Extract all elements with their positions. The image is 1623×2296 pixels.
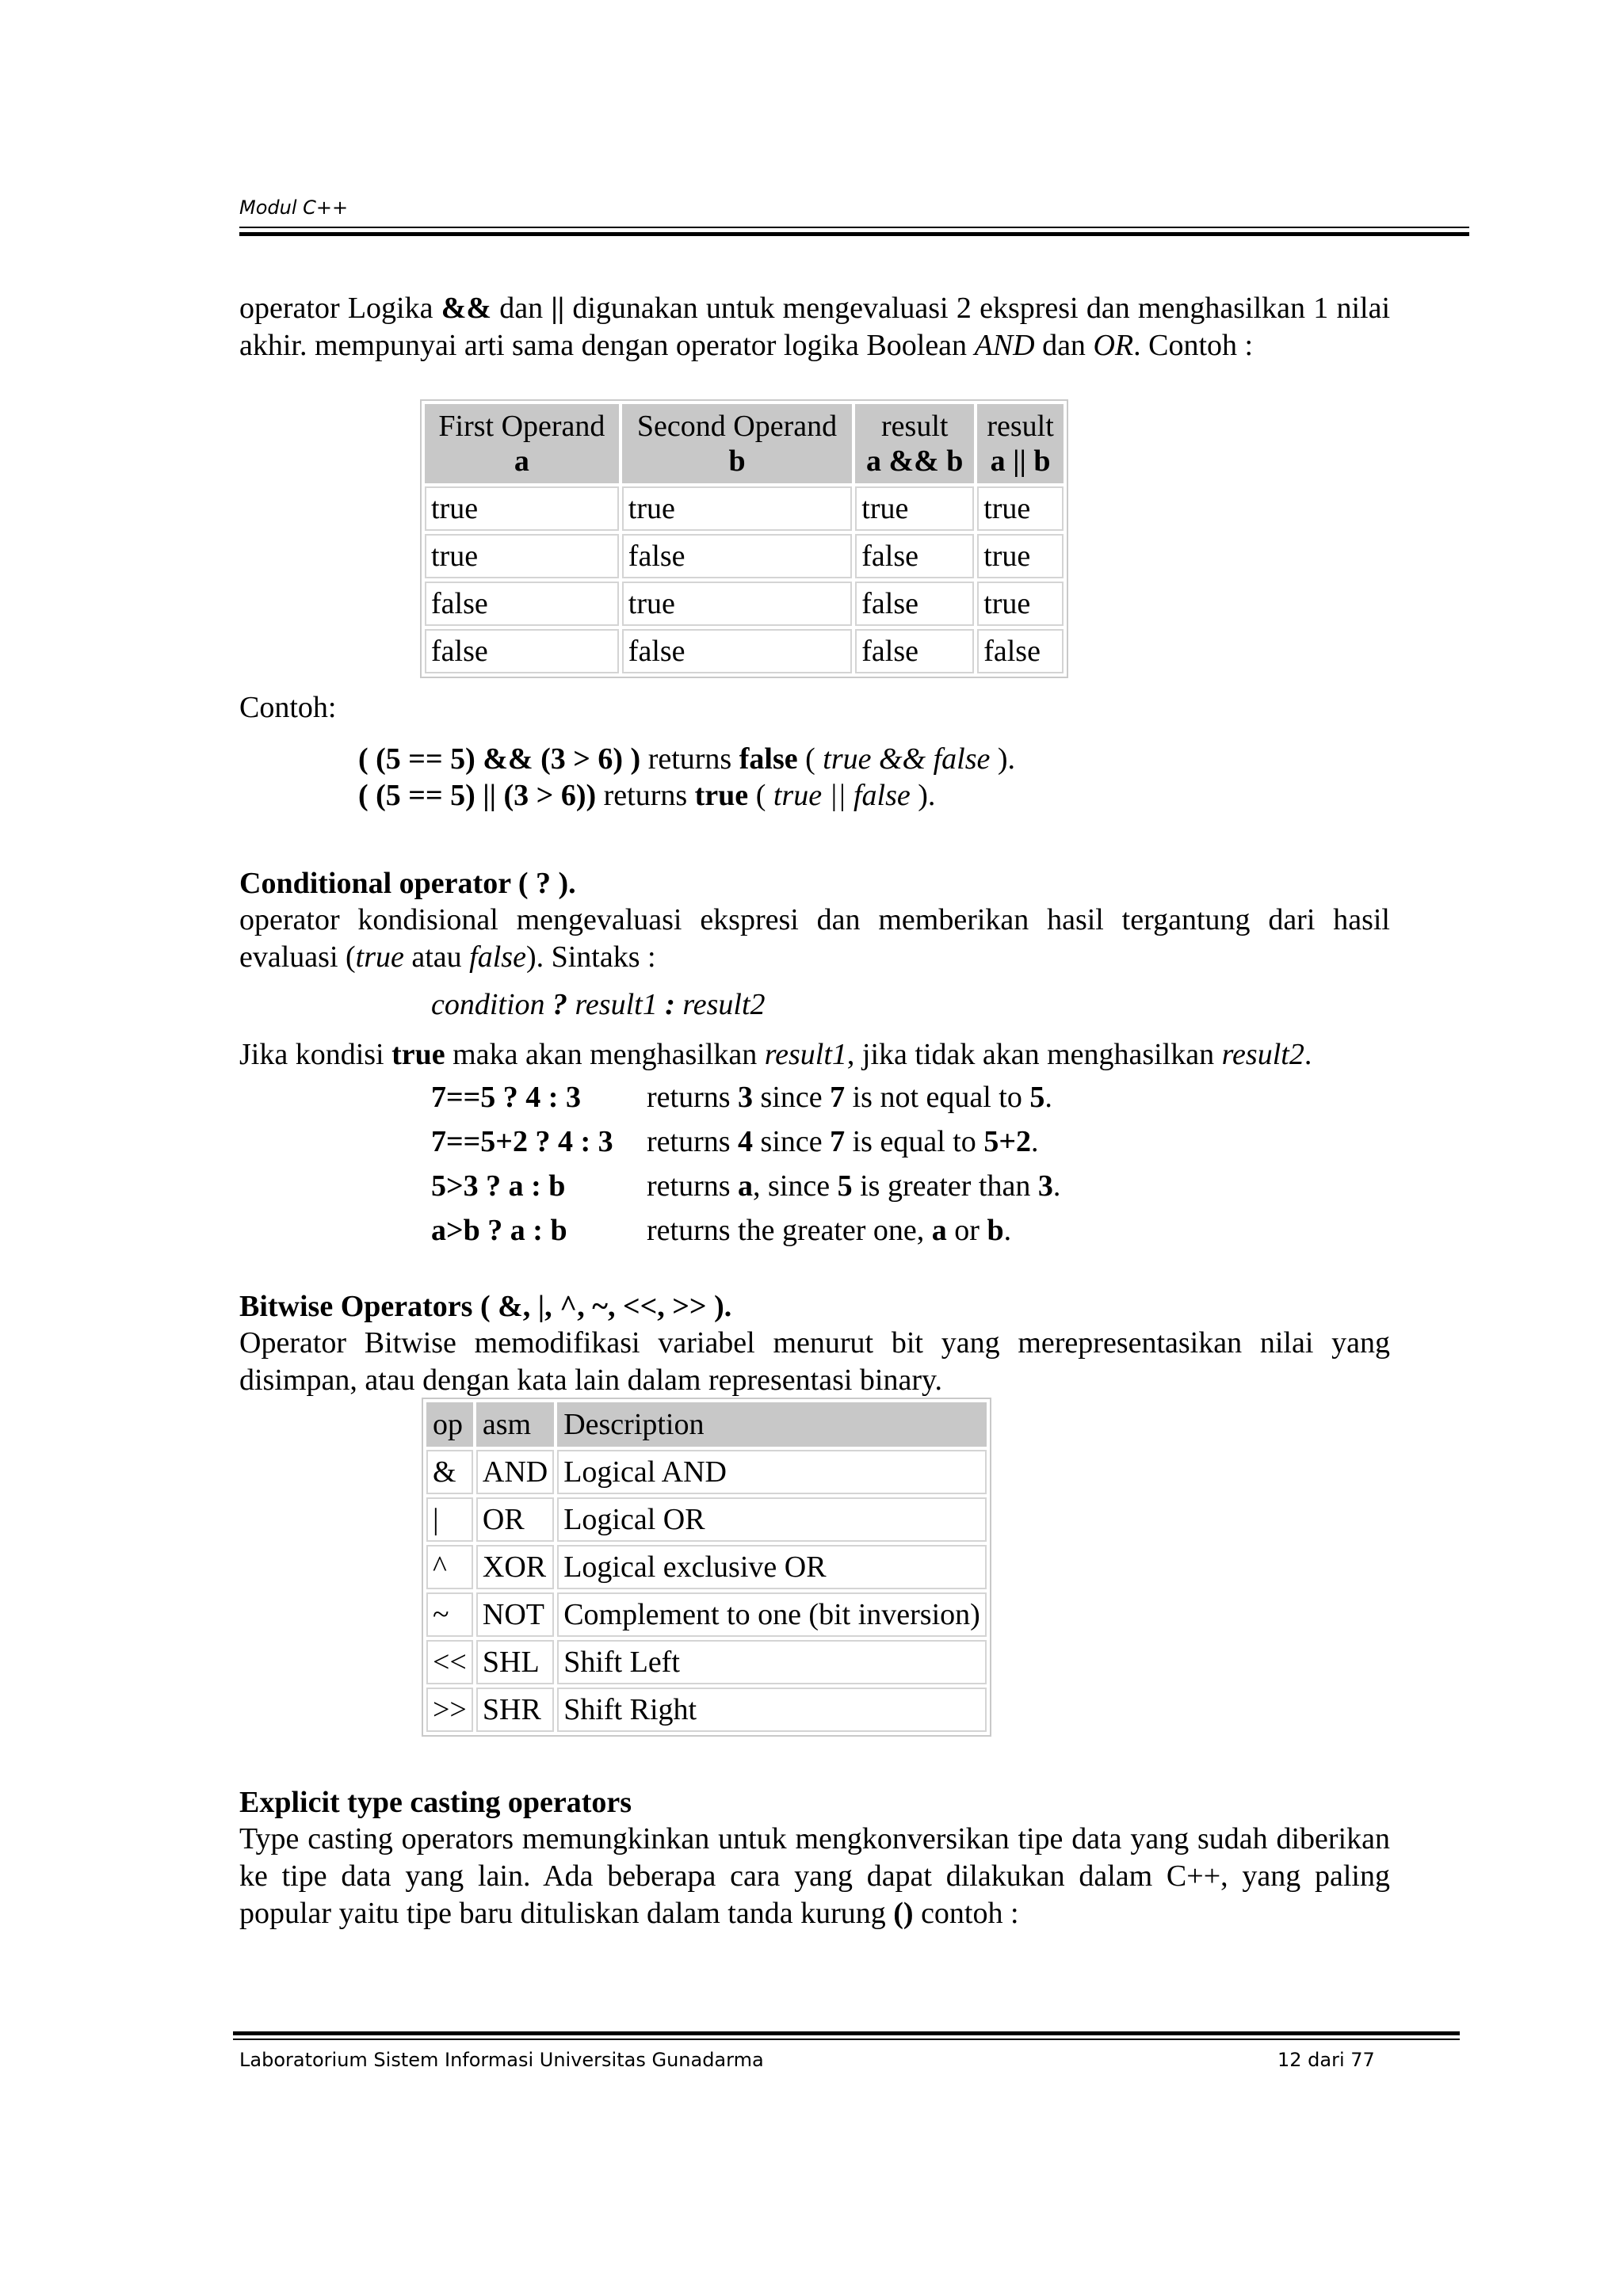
table-row [425, 629, 1064, 673]
text-run: contoh : [913, 1897, 1019, 1930]
text-run: atau [403, 940, 470, 974]
and-word: AND [974, 329, 1035, 362]
text-run: . Contoh : [1133, 329, 1254, 362]
example-description [647, 1079, 1052, 1116]
false-word: false [469, 940, 526, 974]
table-row [425, 582, 1064, 626]
cell: ^ [426, 1545, 473, 1589]
cell: SHL [476, 1640, 554, 1684]
table-header-row [426, 1402, 987, 1447]
true-word: true [391, 1038, 445, 1071]
header-rule-thin [239, 227, 1469, 228]
example-label: Contoh: [239, 691, 337, 724]
header-line: First Operand [438, 410, 605, 443]
text-run: returns the greater one, [647, 1214, 932, 1247]
op-or: || [551, 292, 565, 325]
cell: & [426, 1450, 473, 1494]
cell: true [855, 486, 974, 531]
logical-truth-table [420, 399, 1068, 678]
cell: ~ [426, 1592, 473, 1637]
cell: true [977, 534, 1064, 578]
syntax-result2: result2 [682, 988, 766, 1021]
cell: true [622, 486, 852, 531]
running-header: Modul C++ [239, 196, 349, 219]
text-run: returns [647, 1081, 739, 1114]
bold-value: 5 [1029, 1081, 1045, 1114]
cell: false [855, 534, 974, 578]
col-asm: asm [476, 1402, 554, 1447]
col-second-operand [622, 404, 852, 483]
table-row [426, 1450, 987, 1494]
text-run: is greater than [852, 1169, 1038, 1203]
logical-intro-paragraph [239, 290, 1390, 364]
cell: SHR [476, 1688, 554, 1732]
cell: false [425, 582, 619, 626]
conditional-paragraph [239, 902, 1390, 976]
text-run: is equal to [845, 1125, 984, 1158]
table-row [426, 1640, 987, 1684]
header-var: b [728, 444, 746, 478]
cell: false [425, 629, 619, 673]
col-first-operand [425, 404, 619, 483]
header-line: result [987, 410, 1054, 443]
text-run: . [1030, 1125, 1039, 1158]
example-expression: a>b ? a : b [431, 1214, 567, 1247]
table-row [425, 486, 1064, 531]
syntax-result1: result1 [575, 988, 658, 1021]
cell: NOT [476, 1592, 554, 1637]
cell: Logical AND [557, 1450, 987, 1494]
cell: false [855, 629, 974, 673]
cell: false [855, 582, 974, 626]
page-number: 12 dari 77 [1277, 2049, 1375, 2071]
conditional-heading: Conditional operator ( ? ). [239, 867, 576, 900]
footer-lab-name: Laboratorium Sistem Informasi Universitas Gunadarma [239, 2049, 764, 2071]
conditional-jika-line [239, 1036, 1312, 1074]
logical-example-2 [358, 777, 935, 814]
text-run: ). [990, 742, 1016, 776]
cell: Logical exclusive OR [557, 1545, 987, 1589]
result: true [694, 779, 749, 812]
cell: true [977, 582, 1064, 626]
bold-value: 3 [1037, 1169, 1053, 1203]
conditional-syntax [431, 986, 766, 1024]
parentheses: () [893, 1897, 914, 1930]
cell: << [426, 1640, 473, 1684]
text-run: dan [491, 292, 552, 325]
bold-value: 7 [830, 1125, 846, 1158]
result: false [739, 742, 798, 776]
col-result-or [977, 404, 1064, 483]
table-row [426, 1592, 987, 1637]
true-word: true [355, 940, 404, 974]
cell: | [426, 1497, 473, 1542]
table-row [426, 1688, 987, 1732]
footer-rule-thin [233, 2039, 1460, 2040]
casting-paragraph [239, 1821, 1390, 1932]
header-var: a || b [990, 444, 1051, 478]
bitwise-paragraph: Operator Bitwise memodifikasi variabel menurut bit yang merepresentasikan nilai yang disimpan, atau dengan kata lain dalam representasi binary. [239, 1326, 1390, 1397]
cell: true [425, 486, 619, 531]
text-run: operator Logika [239, 292, 441, 325]
explanation: true && false [823, 742, 991, 776]
col-description: Description [557, 1402, 987, 1447]
footer-rule-thick [233, 2031, 1460, 2035]
table-row [426, 1497, 987, 1542]
casting-heading: Explicit type casting operators [239, 1786, 632, 1819]
text-run: digunakan untuk mengevaluasi 2 ekspresi dan menghasilkan 1 nilai akhir. mempunyai arti sama dengan operator logika Boolean [239, 292, 1391, 362]
result2-word: result2 [1221, 1038, 1304, 1071]
syntax-question: ? [544, 988, 575, 1021]
text-run: . [1003, 1214, 1012, 1247]
table-row [426, 1545, 987, 1589]
expr: ( (5 == 5) || (3 > 6)) [358, 779, 597, 812]
example-expression: 5>3 ? a : b [431, 1169, 566, 1203]
cell: AND [476, 1450, 554, 1494]
example-description [647, 1123, 1038, 1161]
bold-value: 5 [837, 1169, 853, 1203]
conditional-examples [431, 1079, 1224, 1269]
text-run: returns [640, 742, 739, 776]
table-header-row [425, 404, 1064, 483]
cell: Shift Right [557, 1688, 987, 1732]
text-run: ( [748, 779, 773, 812]
text-run: . [1052, 1169, 1061, 1203]
bold-value: a [738, 1169, 754, 1203]
example-expression: 7==5+2 ? 4 : 3 [431, 1125, 613, 1158]
header-var: a && b [866, 444, 964, 478]
syntax-condition: condition [431, 988, 545, 1021]
cell: true [425, 534, 619, 578]
text-run: since [753, 1081, 831, 1114]
cell: false [977, 629, 1064, 673]
cell: true [977, 486, 1064, 531]
bitwise-heading: Bitwise Operators ( &, |, ^, ~, <<, >> ). [239, 1290, 732, 1323]
cell: false [622, 629, 852, 673]
text-run: dan [1034, 329, 1094, 362]
text-run: Jika kondisi [239, 1038, 392, 1071]
text-run: , since [753, 1169, 838, 1203]
col-result-and [855, 404, 974, 483]
text-run: returns [647, 1125, 739, 1158]
header-rule-thick [239, 232, 1469, 236]
text-run: since [753, 1125, 831, 1158]
result1-word: result1 [764, 1038, 847, 1071]
header-line: Second Operand [636, 410, 838, 443]
text-run: ( [797, 742, 823, 776]
text-run: operator kondisional mengevaluasi ekspresi dan memberikan hasil tergantung dari hasil evaluasi ( [239, 903, 1390, 974]
text-run: Type casting operators memungkinkan untuk mengkonversikan tipe data yang sudah diberikan ke tipe data yang lain. Ada beberapa cara yang dapat dilakukan dalam C++, yang paling popular yaitu tipe baru dituliskan dalam tanda kurung [239, 1822, 1390, 1930]
text-run: ). Sintaks : [525, 940, 656, 974]
bitwise-table [422, 1398, 991, 1737]
explanation: true || false [773, 779, 911, 812]
text-run: is not equal to [845, 1081, 1030, 1114]
cell: Logical OR [557, 1497, 987, 1542]
cell: Shift Left [557, 1640, 987, 1684]
text-run: maka akan menghasilkan [445, 1038, 765, 1071]
expr: ( (5 == 5) && (3 > 6) ) [358, 742, 641, 776]
logical-example-1 [358, 741, 1015, 778]
cell: OR [476, 1497, 554, 1542]
text-run: ). [910, 779, 936, 812]
op-and: && [441, 292, 492, 325]
bold-value: 3 [738, 1081, 754, 1114]
example-expression: 7==5 ? 4 : 3 [431, 1081, 581, 1114]
cell: XOR [476, 1545, 554, 1589]
example-description [647, 1168, 1060, 1205]
header-line: result [881, 410, 949, 443]
bold-value: 4 [738, 1125, 754, 1158]
col-op: op [426, 1402, 473, 1447]
bold-value: a [931, 1214, 947, 1247]
bold-value: 7 [830, 1081, 846, 1114]
syntax-colon: : [657, 988, 683, 1021]
cell: Complement to one (bit inversion) [557, 1592, 987, 1637]
text-run: returns [647, 1169, 739, 1203]
cell: true [622, 582, 852, 626]
text-run: , jika tidak akan menghasilkan [846, 1038, 1222, 1071]
text-run: or [946, 1214, 987, 1247]
example-description [647, 1212, 1011, 1249]
text-run: . [1304, 1038, 1312, 1071]
header-var: a [514, 444, 529, 478]
cell: false [622, 534, 852, 578]
text-run: returns [596, 779, 695, 812]
or-word: OR [1093, 329, 1134, 362]
bold-value: 5+2 [983, 1125, 1031, 1158]
bold-value: b [987, 1214, 1004, 1247]
cell: >> [426, 1688, 473, 1732]
table-row [425, 534, 1064, 578]
text-run: . [1044, 1081, 1052, 1114]
